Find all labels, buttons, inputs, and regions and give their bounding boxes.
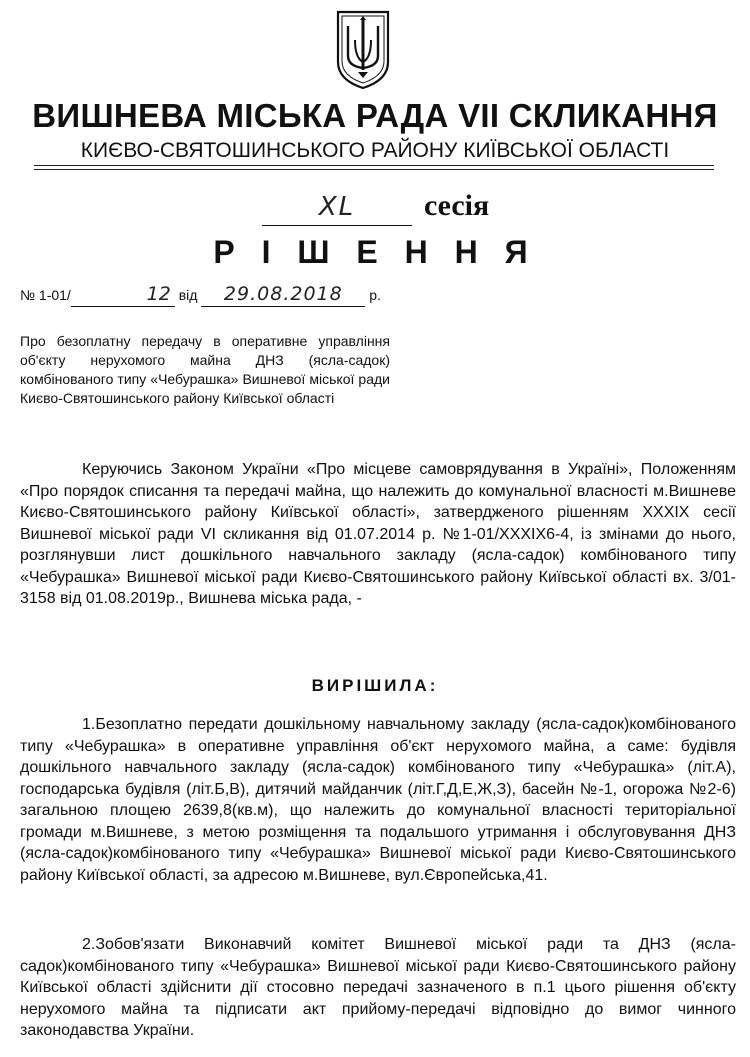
decision-number: 12 xyxy=(71,282,175,307)
decision-subject: Про безоплатну передачу в оперативне управління об'єкту нерухомого майна ДНЗ (ясла-садок) комбінованого типу «Чебурашка» Вишневої міської ради Києво-Святошинського району Київської області xyxy=(20,333,390,406)
preamble-paragraph: Керуючись Законом України «Про місцеве самоврядування в Україні», Положенням «Про порядок списання та передачі майна, що належить до комунальної власності м.Вишневе Києво-Святошинського району Київської області», затвердженого рішенням XXXIX сесії Вишневої міської ради VI скликання від 01.07.2014 р. №1-01/XXXIX6-4, із змінами до нього, розглянувши лист дошкільного навчального закладу (ясла-садок) комбінованого типу «Чебурашка» Вишневої міської ради Києво-Святошинського району Київської області вх. 3/01-3158 від 01.08.2019р., Вишнева міська рада, - xyxy=(20,461,736,607)
header-divider xyxy=(34,169,714,170)
council-name: ВИШНЕВА МІСЬКА РАДА VII СКЛИКАННЯ xyxy=(32,97,718,134)
resolution-item-2: 2.Зобов'язати Виконавчий комітет Вишневої міської ради та ДНЗ (ясла-садок)комбінованого типу «Чебурашка» Вишневої міської ради Києво-Святошинського району Київської області здійснити дії стосовно передачі зазначеного в п.1 цього рішення об'єкту нерухомого майна та підписати акт прийому-передачі відповідно до вимог чинного законодавства України. xyxy=(20,936,736,1039)
resolution-item-1: 1.Безоплатно передати дошкільному навчальному закладу (ясла-садок)комбінованого типу «Чебурашка» в оперативне управління об'єкт нерухомого майна, а саме: будівля дошкільного навчального закладу (ясла-садок) комбінованого типу «Чебурашка» (літ.А), господарська будівля (літ.Б,В), дитячий майданчик (літ.Г,Д,Е,Ж,З), басейн №-1, огорожа №2-6) загальною площею 2639,8(кв.м), що належить до комунальної власності територіальної громади м.Вишневе, з метою розміщення та подальшого утримання і обслуговування ДНЗ (ясла-садок)комбінованого типу «Чебурашка» Вишневої міської ради Києво-Святошинського району Київської області, за адресою м.Вишневе, вул.Європейська,41. xyxy=(20,716,736,884)
district-name: КИЄВО-СВЯТОШИНСЬКОГО РАЙОНУ КИЇВСЬКОЇ ОБЛАСТІ xyxy=(80,139,670,162)
number-prefix: № 1-01/ xyxy=(20,287,71,303)
decision-number-line xyxy=(20,282,381,307)
session-label: сесія xyxy=(424,189,490,222)
decision-date: 29.08.2018 xyxy=(201,282,365,307)
decision-title: Р І Ш Е Н Н Я xyxy=(213,234,537,270)
date-from-label: від xyxy=(178,287,198,303)
resolved-heading: ВИРІШИЛА: xyxy=(311,676,439,695)
session-number: XL xyxy=(262,189,412,226)
year-suffix: р. xyxy=(369,287,381,303)
session-line xyxy=(262,188,489,226)
trident-coat-of-arms-icon xyxy=(334,10,392,90)
header-divider xyxy=(34,165,714,166)
